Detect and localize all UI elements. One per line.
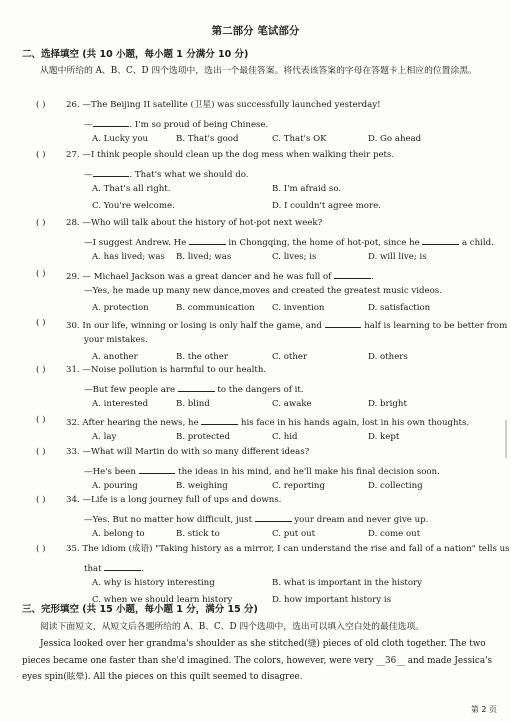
question-line: —Yes, he made up many new dance,moves and created the greatest music videos. <box>84 286 442 296</box>
answer-blank <box>325 319 362 328</box>
option-c[interactable]: C. lives; is <box>272 252 317 262</box>
answer-parentheses[interactable]: ( ) <box>36 544 46 554</box>
option-b[interactable]: B. That's good <box>176 134 239 144</box>
answer-parentheses[interactable]: ( ) <box>36 415 46 425</box>
answer-blank <box>104 562 141 571</box>
question-line: —I suggest Andrew. He in Chongqing, the home of hot-pot, since he a child. <box>84 238 494 248</box>
question-line: —But few people are to the dangers of it. <box>84 385 304 395</box>
question-number: 29. <box>66 272 83 282</box>
question-line: —Who will talk about the history of hot-pot next week? <box>82 218 323 228</box>
question-line: —I think people should clean up the dog mess when walking their pets. <box>82 150 395 160</box>
question-stem <box>66 270 374 282</box>
option-b[interactable]: B. stick to <box>176 529 220 539</box>
option-a[interactable]: A. Lucky you <box>92 134 149 144</box>
option-a[interactable]: A. interested <box>92 399 149 409</box>
option-d[interactable]: D. satisfaction <box>368 303 431 313</box>
question-line: — . That's what we should do. <box>84 170 249 180</box>
option-c[interactable]: C. awake <box>272 399 312 409</box>
option-d[interactable]: D. others <box>368 352 408 362</box>
answer-parentheses[interactable]: ( ) <box>36 150 46 160</box>
question-number: 33. <box>66 447 83 457</box>
question-number: 34. <box>66 495 83 505</box>
answer-blank <box>422 236 459 245</box>
option-c[interactable]: C. put out <box>272 529 316 539</box>
option-d[interactable]: D. how important history is <box>272 595 391 605</box>
section-3-instruction: 阅读下面短文，从短文后各题所给的 A、B、C、D 四个选项中，选出可以填入空白处的最佳选项。 <box>40 622 425 632</box>
option-c[interactable]: C. hid <box>272 432 298 442</box>
option-c[interactable]: C. when we should learn history <box>92 595 233 605</box>
answer-blank <box>334 270 371 279</box>
question-number: 28. <box>66 218 83 228</box>
option-c[interactable]: C. That's OK <box>272 134 327 144</box>
question-stem <box>66 151 394 160</box>
option-a[interactable]: A. protection <box>92 303 149 313</box>
answer-parentheses[interactable]: ( ) <box>36 365 46 375</box>
answer-parentheses[interactable]: ( ) <box>36 100 46 110</box>
answer-parentheses[interactable]: ( ) <box>36 218 46 228</box>
question-line: — . I'm so proud of being Chinese. <box>84 120 269 130</box>
page-title: 第二部分 笔试部分 <box>211 25 300 37</box>
question-stem <box>66 448 309 457</box>
answer-blank <box>139 465 176 474</box>
question-line: The idiom (成语) "Taking history as a mirror, I can understand the rise and fall of a nation" tells us <box>82 544 510 554</box>
option-a[interactable]: A. pouring <box>92 481 138 491</box>
option-a[interactable]: A. has lived; was <box>92 252 165 262</box>
question-line: your mistakes. <box>84 335 148 345</box>
question-line: —What will Martin do with so many different ideas? <box>82 447 310 457</box>
option-d[interactable]: D. collecting <box>368 481 423 491</box>
answer-blank <box>93 118 130 127</box>
question-number: 26. <box>66 100 83 110</box>
answer-blank <box>189 236 226 245</box>
option-a[interactable]: A. lay <box>92 432 117 442</box>
option-b[interactable]: B. communication <box>176 303 255 313</box>
question-line: —He's been the ideas in his mind, and he'll make his final decision soon. <box>84 467 440 477</box>
option-b[interactable]: B. the other <box>176 352 228 362</box>
option-d[interactable]: D. Go ahead <box>368 134 422 144</box>
question-line: —Yes. But no matter how difficult, just your dream and never give up. <box>84 515 429 525</box>
question-stem <box>66 545 510 554</box>
option-d[interactable]: D. come out <box>368 529 421 539</box>
question-stem <box>66 416 469 428</box>
cloze-passage: Jessica looked over her grandma's shoulder as she stitched(缝) pieces of old cloth together. The two pieces became one faster than she'd imagined. The colors, however, were very __36__ and made Jessica's eyes spin(眩晕). All the pieces on this quilt seemed to disagree. <box>22 639 493 682</box>
question-line: that . <box>84 564 144 574</box>
question-line: —The Beijing II satellite (卫星) was successfully launched yesterday! <box>82 100 381 110</box>
question-number: 32. <box>66 418 83 428</box>
option-d[interactable]: D. kept <box>368 432 400 442</box>
answer-parentheses[interactable]: ( ) <box>36 269 46 279</box>
option-b[interactable]: B. protected <box>176 432 230 442</box>
question-line: —Noise pollution is harmful to our health. <box>82 365 267 375</box>
answer-blank <box>201 416 238 425</box>
question-line: In our life, winning or losing is only half the game, and half is learning to be better from <box>82 321 508 331</box>
question-stem <box>66 366 266 375</box>
question-stem <box>66 101 381 110</box>
question-line: — Michael Jackson was a great dancer and he was full of . <box>82 272 374 282</box>
question-number: 30. <box>66 321 83 331</box>
answer-blank <box>255 513 292 522</box>
question-line: —Life is a long journey full of ups and downs. <box>82 495 282 505</box>
question-number: 35. <box>66 544 83 554</box>
option-c[interactable]: C. You're welcome. <box>92 201 175 211</box>
section-3-heading: 三、完形填空 (共 15 小题，每小题 1 分，满分 15 分) <box>22 604 258 615</box>
answer-parentheses[interactable]: ( ) <box>36 495 46 505</box>
section-2-instruction: 从题中所给的 A、B、C、D 四个选项中，选出一个最佳答案。将代表该答案的字母在答题卡上相应的位置涂黑。 <box>40 66 477 76</box>
option-b[interactable]: B. lived; was <box>176 252 232 262</box>
question-stem <box>66 496 281 505</box>
option-b[interactable]: B. what is important in the history <box>272 578 422 588</box>
question-stem <box>66 319 507 331</box>
option-b[interactable]: B. blind <box>176 399 210 409</box>
answer-parentheses[interactable]: ( ) <box>36 318 46 328</box>
option-a[interactable]: A. belong to <box>92 529 145 539</box>
option-c[interactable]: C. reporting <box>272 481 325 491</box>
option-b[interactable]: B. weighing <box>176 481 228 491</box>
question-number: 27. <box>66 150 83 160</box>
option-d[interactable]: D. bright <box>368 399 407 409</box>
section-2-heading: 二、选择填空 (共 10 小题，每小题 1 分满分 10 分) <box>22 49 249 60</box>
question-line: After hearing the news, he his face in his hands again, lost in his own thoughts. <box>82 418 470 428</box>
answer-parentheses[interactable]: ( ) <box>36 447 46 457</box>
option-a[interactable]: A. That's all right. <box>92 184 171 194</box>
option-b[interactable]: B. I'm afraid so. <box>272 184 342 194</box>
question-stem <box>66 219 322 228</box>
option-c[interactable]: C. other <box>272 352 308 362</box>
option-a[interactable]: A. another <box>92 352 138 362</box>
answer-blank <box>178 383 215 392</box>
option-c[interactable]: C. invention <box>272 303 325 313</box>
option-a[interactable]: A. why is history interesting <box>92 578 215 588</box>
answer-blank <box>93 168 130 177</box>
page-number: 第 2 页 <box>470 705 497 714</box>
option-d[interactable]: D. will live; is <box>368 252 427 262</box>
option-d[interactable]: D. I couldn't agree more. <box>272 201 381 211</box>
scan-mark <box>505 420 507 458</box>
question-number: 31. <box>66 365 83 375</box>
